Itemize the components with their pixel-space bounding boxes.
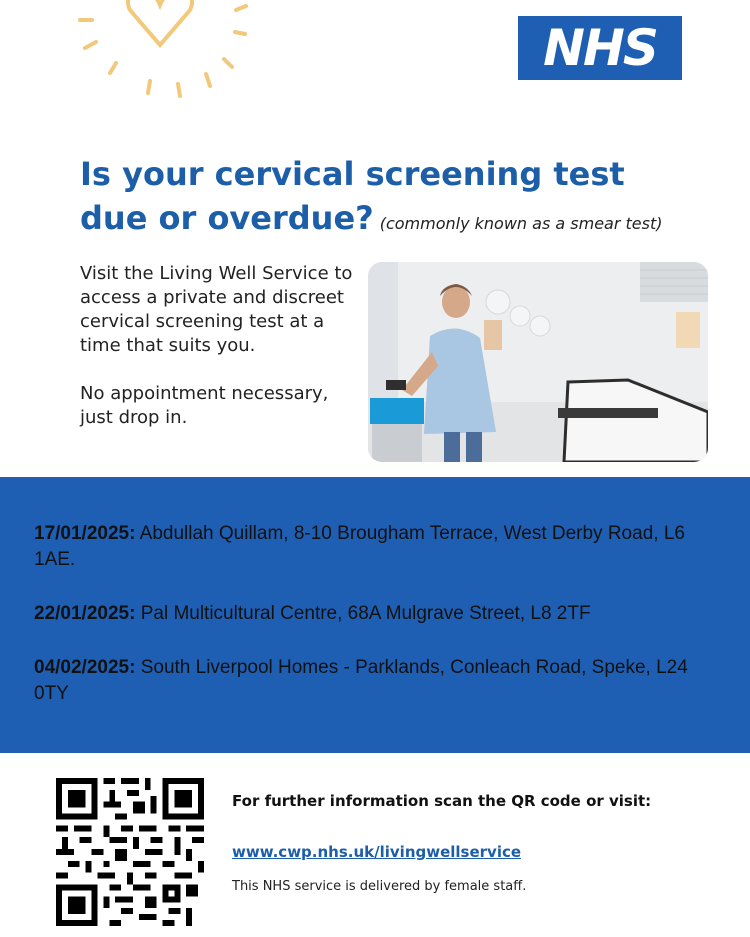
event-date: 17/01/2025: — [34, 523, 136, 544]
headline-line-2: due or overdue? — [80, 199, 374, 237]
info-heading: For further information scan the QR code or visit: — [232, 792, 652, 810]
intro-paragraph-1: Visit the Living Well Service to access a private and discreet cervical screening test at a time that suits you. — [80, 263, 353, 356]
event-item — [34, 601, 724, 627]
event-location: Abdullah Quillam, 8-10 Brougham Terrace, West Derby Road, L6 1AE. — [34, 523, 685, 570]
living-well-service-link[interactable]: www.cwp.nhs.uk/livingwellservice — [232, 843, 522, 861]
page-title — [80, 152, 720, 246]
nhs-logo — [518, 16, 682, 80]
headline-line-1: Is your cervical screening test — [80, 155, 625, 193]
event-item — [34, 655, 724, 707]
headline-subtitle: (commonly known as a smear test) — [379, 214, 663, 233]
event-location: South Liverpool Homes - Parklands, Conleach Road, Speke, L24 0TY — [34, 657, 688, 704]
event-date: 04/02/2025: — [34, 657, 136, 678]
heart-sunburst-icon — [60, 0, 270, 110]
nhs-logo-text: NHS — [543, 19, 657, 77]
intro-text — [80, 262, 360, 430]
nurse-in-clinic-photo — [368, 262, 708, 462]
headline-line-2-wrap — [80, 196, 720, 246]
staff-note: This NHS service is delivered by female staff. — [232, 879, 527, 894]
event-date: 22/01/2025: — [34, 603, 136, 624]
intro-paragraph-2: No appointment necessary, just drop in. — [80, 383, 329, 428]
event-location: Pal Multicultural Centre, 68A Mulgrave Street, L8 2TF — [135, 603, 591, 624]
event-item — [34, 521, 724, 573]
qr-code-icon[interactable] — [56, 778, 204, 926]
